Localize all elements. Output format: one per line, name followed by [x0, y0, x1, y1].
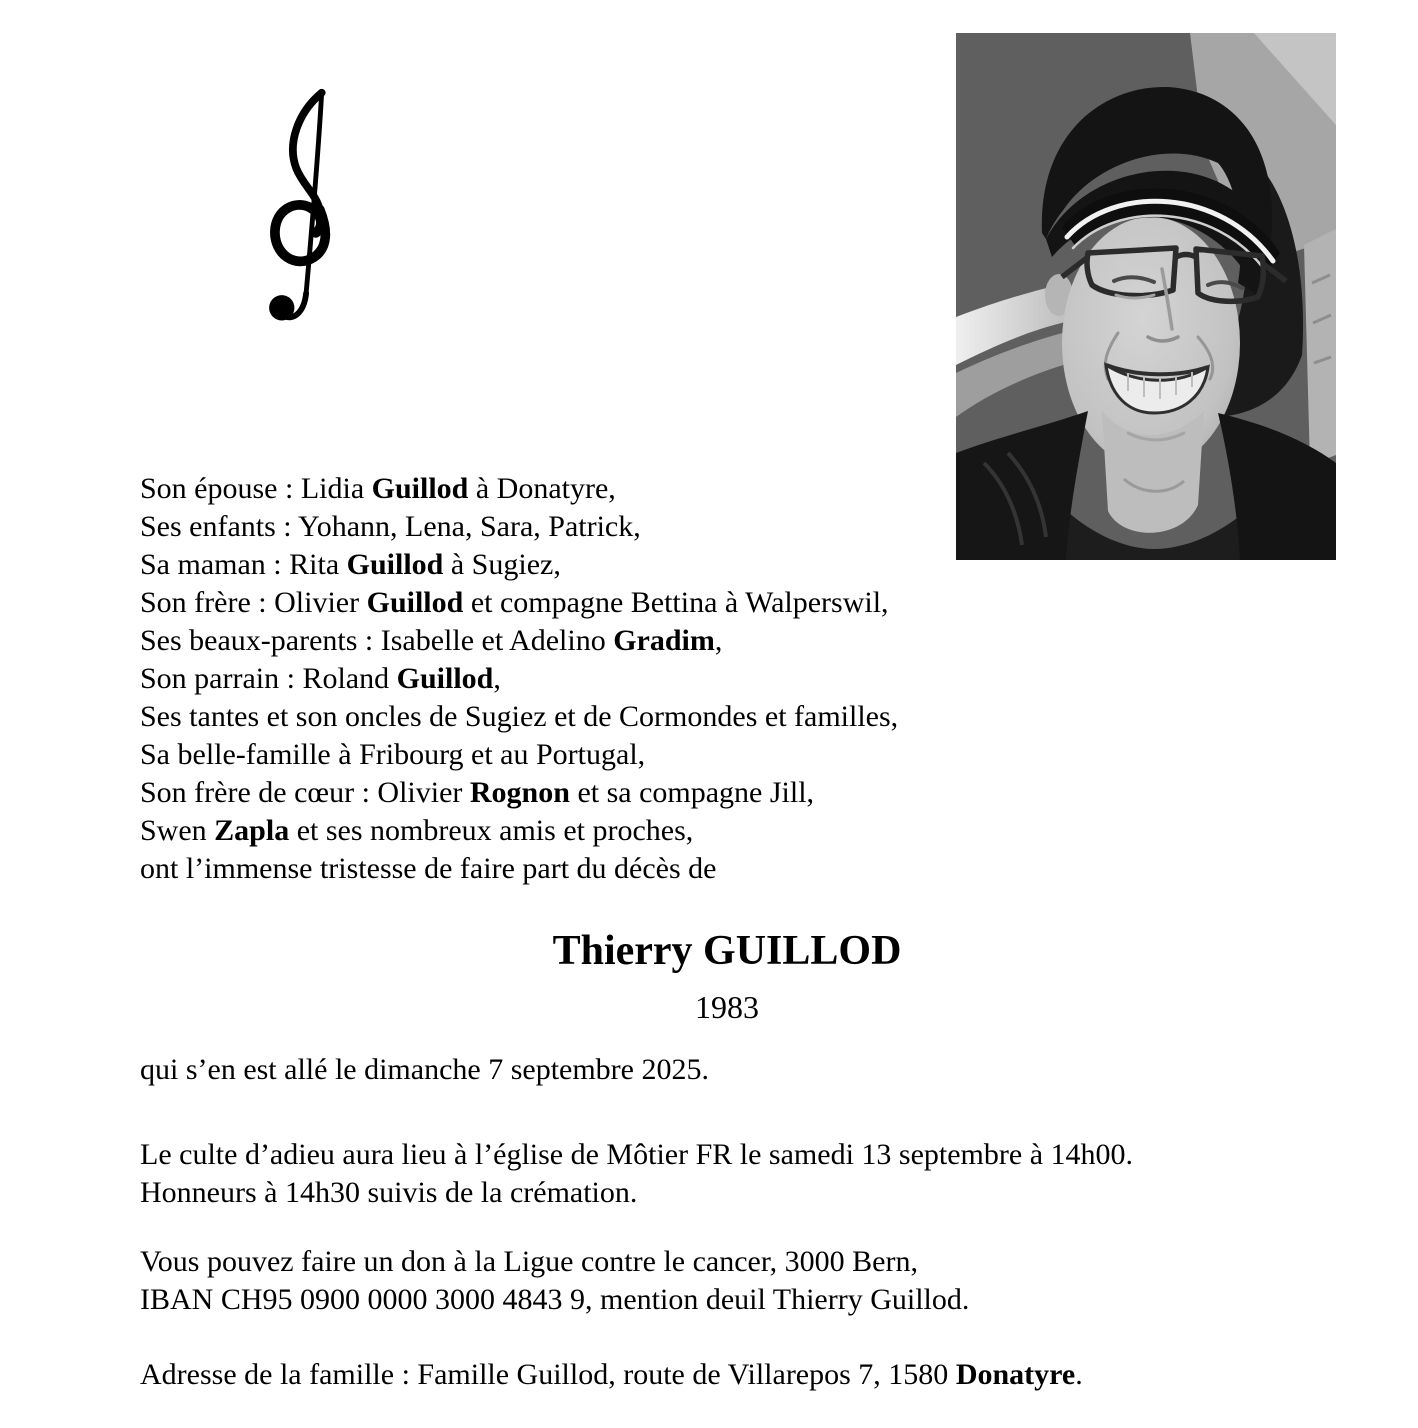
text-line: ont l’immense tristesse de faire part du décès de — [140, 852, 717, 885]
text-line: Honneurs à 14h30 suivis de la crémation. — [140, 1176, 638, 1209]
treble-clef-icon — [250, 83, 370, 375]
text-line: Swen Zapla et ses nombreux amis et proches, — [140, 814, 694, 847]
text-line: Son frère : Olivier Guillod et compagne Bettina à Walperswil, — [140, 586, 889, 619]
family-address-paragraph — [140, 1356, 1320, 1394]
ceremony-paragraph — [140, 1136, 1320, 1212]
text-line: Son parrain : Roland Guillod, — [140, 662, 501, 695]
family-list — [140, 470, 1320, 888]
text-line: Le culte d’adieu aura lieu à l’église de Môtier FR le samedi 13 septembre à 14h00. — [140, 1138, 1134, 1171]
clef-ball — [269, 295, 294, 320]
donation-paragraph — [140, 1243, 1320, 1319]
text-line: Ses enfants : Yohann, Lena, Sara, Patrick, — [140, 510, 641, 543]
text-line: Vous pouvez faire un don à la Ligue contre le cancer, 3000 Bern, — [140, 1245, 918, 1278]
text-line: IBAN CH95 0900 0000 3000 4843 9, mention deuil Thierry Guillod. — [140, 1283, 970, 1316]
text-line: Sa maman : Rita Guillod à Sugiez, — [140, 548, 561, 581]
text-line: Son frère de cœur : Olivier Rognon et sa compagne Jill, — [140, 776, 815, 809]
text-line: Adresse de la famille : Famille Guillod, route de Villarepos 7, 1580 Donatyre. — [140, 1358, 1083, 1391]
text-line: Ses beaux-parents : Isabelle et Adelino Gradim, — [140, 624, 723, 657]
death-date-paragraph — [140, 1051, 1320, 1089]
text-line: Son épouse : Lidia Guillod à Donatyre, — [140, 472, 616, 505]
deceased-name: Thierry GUILLOD — [552, 928, 902, 974]
text-line: Ses tantes et son oncles de Sugiez et de Cormondes et familles, — [140, 700, 899, 733]
text-line: Sa belle-famille à Fribourg et au Portugal, — [140, 738, 646, 771]
text-line: qui s’en est allé le dimanche 7 septembre 2025. — [140, 1053, 709, 1086]
deceased-year: 1983 — [695, 989, 759, 1025]
